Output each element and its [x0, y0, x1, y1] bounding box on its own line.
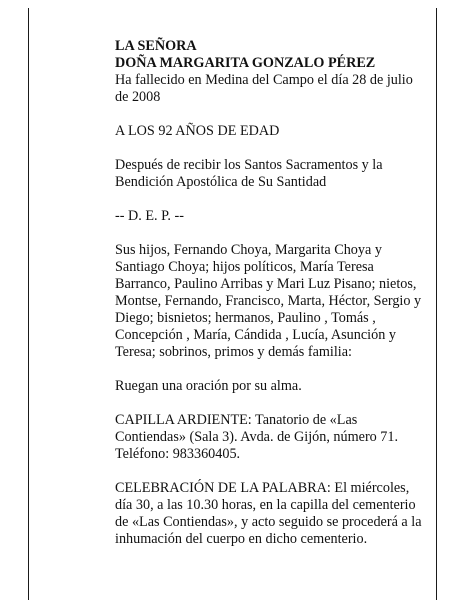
right-border-rule	[436, 8, 437, 600]
heading-title: LA SEÑORA	[115, 38, 197, 54]
left-border-rule	[28, 8, 29, 600]
ceremony-info: CELEBRACIÓN DE LA PALABRA: El miércoles, día 30, a las 10.30 horas, en la capilla del cementerio de «Las Contiendas», y acto seguido se procederá a la inhumación del cuerpo en dicho cementerio.	[115, 480, 422, 547]
heading-name: DOÑA MARGARITA GONZALO PÉREZ	[115, 55, 376, 71]
obituary-notice	[115, 38, 427, 548]
wake-info: CAPILLA ARDIENTE: Tanatorio de «Las Contiendas» (Sala 3). Avda. de Gijón, número 71. Teléfono: 983360405.	[115, 412, 399, 462]
death-statement: Ha fallecido en Medina del Campo el día 28 de julio de 2008	[115, 72, 413, 105]
rip-line: -- D. E. P. --	[115, 208, 184, 224]
family-list: Sus hijos, Fernando Choya, Margarita Choya y Santiago Choya; hijos políticos, María Teresa Barranco, Paulino Arribas y Mari Luz Pisano; nietos, Montse, Fernando, Francisco, Marta, Héctor, Sergio y Diego; bisnietos; hermanos, Paulino , Tomás , Concepción , María, Cándida , Lucía, Asunción y Teresa; sobrinos, primos y demás familia:	[115, 242, 422, 360]
prayer-request: Ruegan una oración por su alma.	[115, 378, 302, 394]
sacraments-statement: Después de recibir los Santos Sacramentos y la Bendición Apostólica de Su Santidad	[115, 157, 383, 190]
age-statement: A LOS 92 AÑOS DE EDAD	[115, 123, 280, 139]
